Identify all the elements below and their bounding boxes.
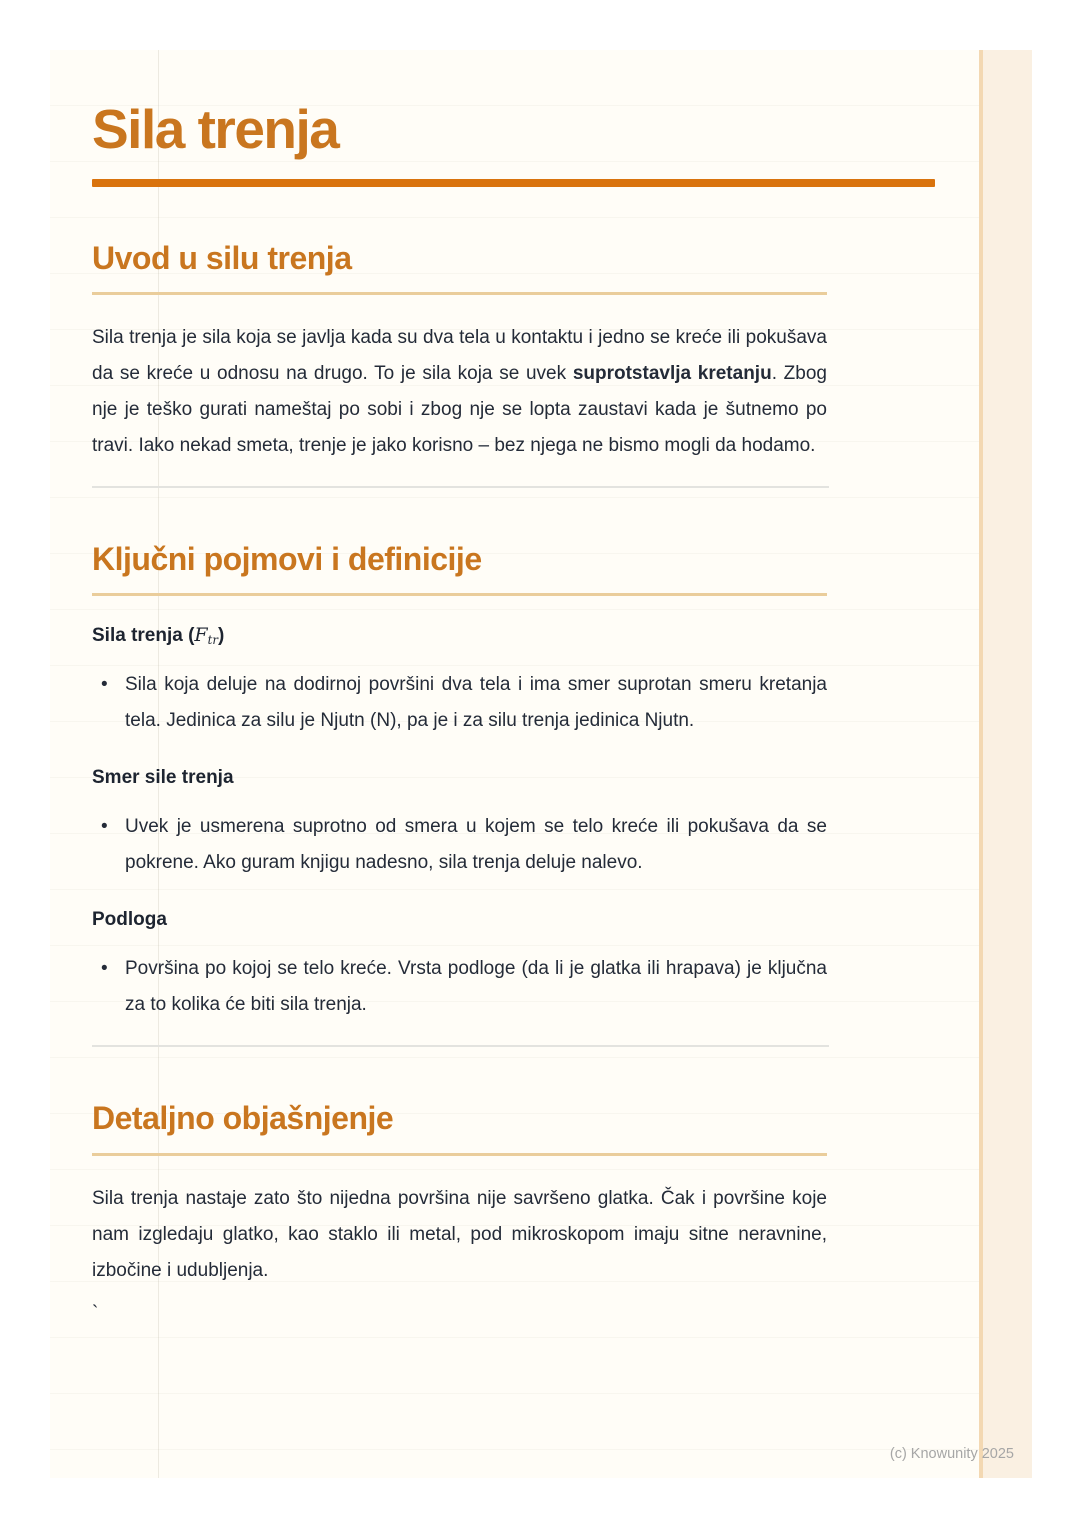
intro-text-after: . Zbog nje je teško gurati nameštaj po sobi i zbog nje se lopta zaustavi kada je šutnemo po travi. Iako nekad smeta, trenje je jako korisno – bez njega ne bismo mogli da hodamo. [92,363,827,457]
page-edge-strip [979,50,1032,1478]
page-title: Sila trenja [92,98,339,160]
term-label-sila-trenja [92,624,827,647]
intro-text-bold: suprotstavlja kretanju [572,363,772,385]
document-page [50,50,1032,1478]
term-label-smer: Smer sile trenja [92,767,234,789]
force-symbol: F [194,624,208,647]
list-item: • Površina po kojoj se telo kreće. Vrsta podloge (da li je glatka ili hrapava) je ključna za to kolika će biti sila trenja. [92,951,827,1023]
list-item: • Sila koja deluje na dodirnoj površini dva tela i ima smer suprotan smeru kretanja tela. Jedinica za silu je Njutn (N), pa je i za silu trenja jedinica Njutn. [92,667,827,739]
term1-suffix: ) [217,625,225,647]
section-divider [92,486,829,488]
list-item: • Uvek je usmerena suprotno od smera u kojem se telo kreće ili pokušava da se pokrene. Ako guram knjigu nadesno, sila trenja deluje nalevo. [92,809,827,881]
term2-bullet-list [92,809,827,881]
copyright-footer: (c) Knowunity 2025 [889,1446,1014,1462]
term1-bullet-list [92,667,827,739]
document-content [50,50,827,1325]
section-heading-pojmovi: Ključni pojmovi i definicije [92,540,827,596]
term3-bullet-list [92,951,827,1023]
stray-backtick: ` [92,1302,99,1324]
section-divider [92,1045,829,1047]
section-heading-detaljno: Detaljno objašnjenje [92,1099,827,1155]
term-label-podloga: Podloga [92,909,167,931]
details-paragraph: Sila trenja nastaje zato što nijedna površina nije savršeno glatka. Čak i površine koje nam izgledaju glatko, kao staklo ili metal, pod mikroskopom imaju sitne neravnine, izbočine i udubljenja. [92,1187,827,1281]
section-heading-uvod: Uvod u silu trenja [92,239,827,295]
intro-paragraph [92,320,827,464]
title-rule [92,179,935,187]
force-symbol-subscript: tr [207,633,218,648]
term1-prefix: Sila trenja ( [92,625,195,647]
intro-text-before: Sila trenja je sila koja se javlja kada su dva tela u kontaktu i jedno se kreće ili pokušava da se kreće u odnosu na drugo. To je sila koja se uvek [92,327,827,385]
